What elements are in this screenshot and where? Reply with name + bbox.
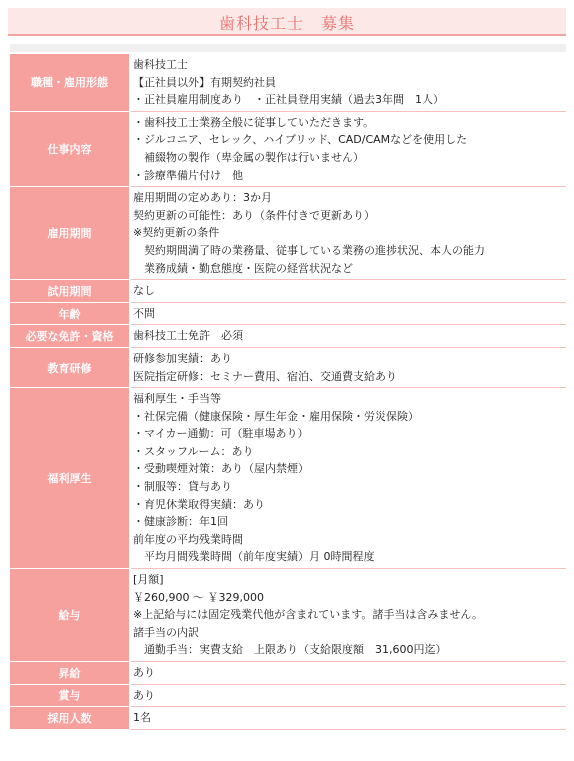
row-label: 教育研修	[10, 347, 130, 387]
content-line: 福利厚生・手当等	[133, 392, 221, 406]
page-title: 歯科技工士 募集	[218, 14, 355, 33]
content-line: 通勤手当：実費支給 上限あり（支給限度額 31,600円迄）	[133, 643, 447, 657]
table-row	[10, 302, 566, 325]
row-content	[130, 662, 566, 685]
content-line: あり	[133, 688, 155, 702]
row-content	[130, 54, 566, 112]
table-row	[10, 684, 566, 707]
table-row	[10, 662, 566, 685]
row-content	[130, 388, 566, 569]
table-row	[10, 54, 566, 112]
table-row	[10, 707, 566, 730]
row-label: 福利厚生	[10, 388, 130, 569]
row-content	[130, 707, 566, 730]
row-content	[130, 280, 566, 303]
content-line: あり	[133, 666, 155, 679]
content-line: 不問	[133, 306, 155, 320]
content-line: 研修参加実績：あり	[133, 351, 232, 365]
content-line: 歯科技工士	[133, 58, 188, 71]
table-row	[10, 388, 566, 569]
content-line: ・スタッフルーム：あり	[133, 444, 254, 458]
row-content	[130, 111, 566, 186]
table-row	[10, 325, 566, 348]
content-line: ・マイカー通勤：可（駐車場あり）	[133, 427, 309, 441]
content-line: 業務成績・勤怠態度・医院の経営状況など	[133, 261, 353, 275]
content-line: ※上記給与には固定残業代他が含まれています。諸手当は含みません。	[133, 608, 483, 622]
content-line: ・制服等：貸与あり	[133, 480, 232, 494]
content-line: ・育児休業取得実績：あり	[133, 497, 265, 511]
header-divider	[10, 44, 566, 52]
content-line: ・社保完備（健康保険・厚生年金・雇用保険・労災保険）	[133, 409, 419, 423]
content-line: 平均月間残業時間（前年度実績）月 0時間程度	[133, 550, 375, 564]
job-details-table	[10, 53, 566, 730]
row-content	[130, 187, 566, 280]
job-details-table-wrapper	[10, 53, 566, 730]
content-line: 補綴物の製作（卑金属の製作は行いません）	[133, 150, 364, 164]
row-label: 年齢	[10, 302, 130, 325]
row-content	[130, 347, 566, 387]
row-label: 職種・雇用形態	[10, 54, 130, 112]
content-line: ・診療準備片付け 他	[133, 168, 243, 182]
content-line: ・受動喫煙対策：あり（屋内禁煙）	[133, 462, 309, 476]
row-label: 賞与	[10, 684, 130, 707]
page-header	[8, 8, 566, 36]
row-label: 昇給	[10, 662, 130, 685]
row-label: 給与	[10, 569, 130, 662]
table-row	[10, 347, 566, 387]
content-line: ・健康診断：年1回	[133, 515, 228, 529]
row-content	[130, 684, 566, 707]
content-line: 契約更新の可能性：あり（条件付きで更新あり）	[133, 208, 375, 222]
content-line: 前年度の平均残業時間	[133, 532, 243, 546]
content-line: ・ジルコニア、セレック、ハイブリッド、CAD/CAMなどを使用した	[133, 133, 468, 147]
content-line: 【正社員以外】有期契約社員	[133, 75, 276, 89]
content-line: 諸手当の内訳	[133, 625, 199, 639]
content-line: 雇用期間の定めあり：3か月	[133, 191, 272, 205]
content-line: 契約期間満了時の業務量、従事している業務の進捗状況、本人の能力	[133, 243, 485, 257]
content-line: ￥260,900 ～ ￥329,000	[133, 590, 264, 604]
content-line: ※契約更新の条件	[133, 226, 220, 240]
table-row	[10, 187, 566, 280]
content-line: ・歯科技工士業務全般に従事していただきます。	[133, 115, 375, 129]
content-line: なし	[133, 284, 155, 298]
row-content	[130, 325, 566, 348]
row-content	[130, 302, 566, 325]
row-label: 必要な免許・資格	[10, 325, 130, 348]
table-row	[10, 111, 566, 186]
content-line: 医院指定研修：セミナー費用、宿泊、交通費支給あり	[133, 369, 397, 383]
row-label: 雇用期間	[10, 187, 130, 280]
table-row	[10, 280, 566, 303]
content-line: 歯科技工士免許 必須	[133, 329, 243, 343]
job-details-table-body	[10, 54, 566, 730]
row-label: 試用期間	[10, 280, 130, 303]
row-content	[130, 569, 566, 662]
content-line: 1名	[133, 711, 151, 725]
table-row	[10, 569, 566, 662]
row-label: 仕事内容	[10, 111, 130, 186]
content-line: ・正社員雇用制度あり ・正社員登用実績（過去3年間 1人）	[133, 93, 444, 107]
content-line: [月額]	[133, 573, 164, 587]
row-label: 採用人数	[10, 707, 130, 730]
